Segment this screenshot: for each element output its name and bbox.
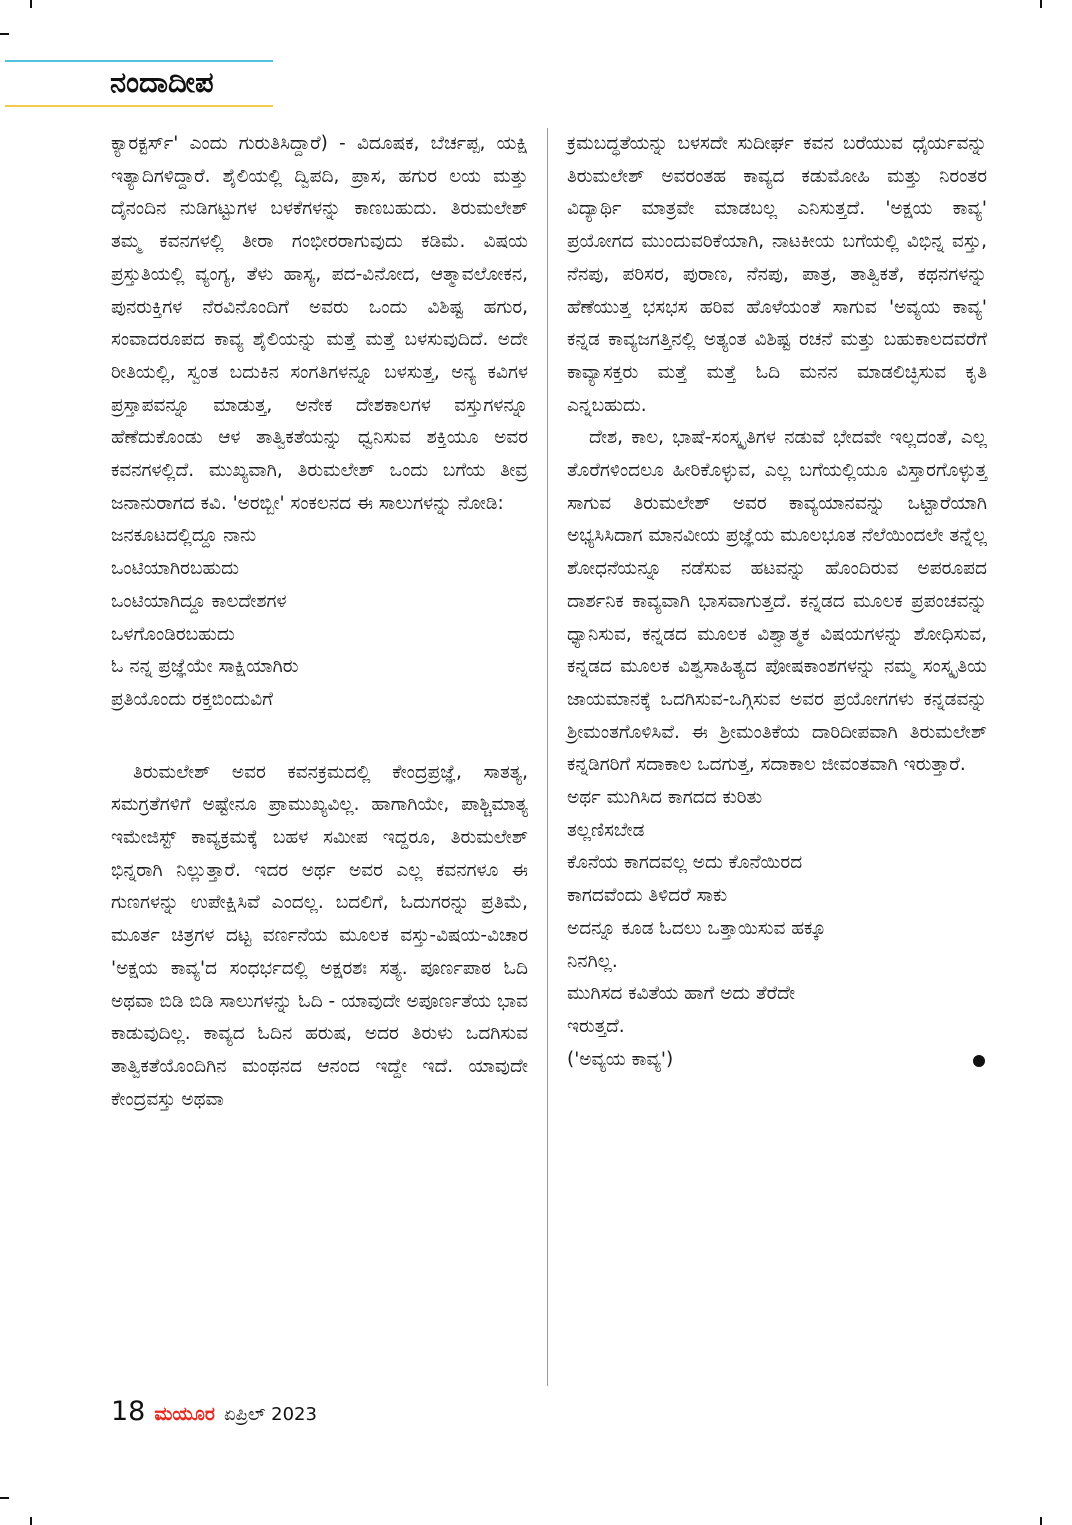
- poem-line: ಕೊನೆಯ ಕಾಗದವಲ್ಲ ಅದು ಕೊನೆಯಿರದ: [567, 852, 803, 874]
- poem-line: ಓ ನನ್ನ ಪ್ರಜ್ಞೆಯೇ ಸಾಕ್ಷಿಯಾಗಿರು: [111, 656, 299, 678]
- crop-mark: [1040, 1517, 1042, 1525]
- poem-line: ಇರುತ್ತದೆ.: [567, 1015, 625, 1037]
- poem-line: ನಿನಗಿಲ್ಲ.: [567, 950, 618, 972]
- article-paragraph: ಕ್ರಮಬದ್ಧತೆಯನ್ನು ಬಳಸದೇ ಸುದೀರ್ಘ ಕವನ ಬರೆಯುವ ಧೈರ್ಯವನ್ನು ತಿರುಮಲೇಶ್ ಅವರಂತಹ ಕಾವ್ಯದ ಕಡುಮೋಹಿ ಮತ್ತು ನಿರಂತರ ವಿದ್ಯಾರ್ಥಿ ಮಾತ್ರವೇ ಮಾಡಬಲ್ಲ ಎನಿಸುತ್ತದೆ. 'ಅಕ್ಷಯ ಕಾವ್ಯ' ಪ್ರಯೋಗದ ಮುಂದುವರಿಕೆಯಾಗಿ, ನಾಟಕೀಯ ಬಗೆಯಲ್ಲಿ ವಿಭಿನ್ನ ವಸ್ತು, ನೆನಪು, ಪರಿಸರ, ಪುರಾಣ, ನೆನಪು, ಪಾತ್ರ, ತಾತ್ವಿಕತೆ, ಕಥನಗಳನ್ನು ಹೆಣೆಯುತ್ತ ಭಸಭಸ ಹರಿವ ಹೊಳೆಯಂತೆ ಸಾಗುವ 'ಅವ್ಯಯ ಕಾವ್ಯ' ಕನ್ನಡ ಕಾವ್ಯಜಗತ್ತಿನಲ್ಲಿ ಅತ್ಯಂತ ವಿಶಿಷ್ಟ ರಚನೆ ಮತ್ತು ಬಹುಕಾಲದವರೆಗೆ ಕಾವ್ಯಾಸಕ್ತರು ಮತ್ತೆ ಮತ್ತೆ ಓದಿ ಮನನ ಮಾಡಲಿಚ್ಛಿಸುವ ಕೃತಿ ಎನ್ನಬಹುದು.: [567, 133, 987, 416]
- poem-line: ಅರ್ಥ ಮುಗಿಸಿದ ಕಾಗದದ ಕುರಿತು: [567, 787, 763, 809]
- paragraph-gap: [111, 717, 528, 757]
- poem-excerpt: [567, 782, 987, 1044]
- section-title: ನಂದಾದೀಪ: [110, 65, 214, 99]
- crop-mark: [30, 1517, 32, 1525]
- magazine-logo: ಮಯೂರ: [154, 1403, 215, 1425]
- poem-line: ಅದನ್ನೂ ಕೂಡ ಓದಲು ಒತ್ತಾಯಿಸುವ ಹಕ್ಕೂ: [567, 917, 826, 939]
- poem-line: ಪ್ರತಿಯೊಂದು ರಕ್ತಬಿಂದುವಿಗೆ: [111, 688, 273, 710]
- header-line-bottom: [5, 105, 273, 107]
- poem-source-row: [567, 1044, 987, 1077]
- column-left: [111, 128, 528, 1116]
- column-right: [567, 128, 987, 1076]
- poem-line: ಒಳಗೊಂಡಿರಬಹುದು: [111, 623, 235, 645]
- column-divider: [547, 128, 548, 1386]
- poem-line: ಮುಗಿಸದ ಕವಿತೆಯ ಹಾಗೆ ಅದು ತೆರೆದೇ: [567, 983, 796, 1005]
- article-paragraph: ಕ್ಯಾರಕ್ಟರ್ಸ್' ಎಂದು ಗುರುತಿಸಿದ್ದಾರೆ) - ವಿದೂಷಕ, ಬೆರ್ಚಪ್ಪ, ಯಕ್ಷಿ ಇತ್ಯಾದಿಗಳಿದ್ದಾರೆ. ಶೈಲಿಯಲ್ಲಿ ದ್ವಿಪದಿ, ಪ್ರಾಸ, ಹಗುರ ಲಯ ಮತ್ತು ದೈನಂದಿನ ನುಡಿಗಟ್ಟುಗಳ ಬಳಕೆಗಳನ್ನು ಕಾಣಬಹುದು. ತಿರುಮಲೇಶ್ ತಮ್ಮ ಕವನಗಳಲ್ಲಿ ತೀರಾ ಗಂಭೀರರಾಗುವುದು ಕಡಿಮೆ. ವಿಷಯ ಪ್ರಸ್ತುತಿಯಲ್ಲಿ ವ್ಯಂಗ್ಯ, ತೆಳು ಹಾಸ್ಯ, ಪದ-ವಿನೋದ, ಆತ್ಮಾವಲೋಕನ, ಪುನರುಕ್ತಿಗಳ ನೆರವಿನೊಂದಿಗೆ ಅವರು ಒಂದು ವಿಶಿಷ್ಟ ಹಗುರ, ಸಂವಾದರೂಪದ ಕಾವ್ಯ ಶೈಲಿಯನ್ನು ಮತ್ತೆ ಮತ್ತೆ ಬಳಸುವುದಿದೆ. ಅದೇ ರೀತಿಯಲ್ಲಿ, ಸ್ವಂತ ಬದುಕಿನ ಸಂಗತಿಗಳನ್ನೂ ಬಳಸುತ್ತ, ಅನ್ಯ ಕವಿಗಳ ಪ್ರಸ್ತಾಪವನ್ನೂ ಮಾಡುತ್ತ, ಅನೇಕ ದೇಶಕಾಲಗಳ ವಸ್ತುಗಳನ್ನೂ ಹೆಣೆದುಕೊಂಡು ಆಳ ತಾತ್ವಿಕತೆಯನ್ನು ಧ್ವನಿಸುವ ಶಕ್ತಿಯೂ ಅವರ ಕವನಗಳಲ್ಲಿದೆ. ಮುಖ್ಯವಾಗಿ, ತಿರುಮಲೇಶ್ ಒಂದು ಬಗೆಯ ತೀವ್ರ ಜನಾನುರಾಗದ ಕವಿ. 'ಅರಬ್ಬೀ' ಸಂಕಲನದ ಈ ಸಾಲುಗಳನ್ನು ನೋಡಿ:: [111, 133, 528, 514]
- poem-line: ಒಂಟಿಯಾಗಿದ್ದೂ ಕಾಲದೇಶಗಳ: [111, 590, 287, 612]
- poem-source: ('ಅವ್ಯಯ ಕಾವ್ಯ'): [567, 1048, 674, 1070]
- crop-mark: [0, 33, 9, 35]
- poem-excerpt: [111, 520, 528, 716]
- poem-line: ತಲ್ಲಣಿಸಬೇಡ: [567, 819, 645, 841]
- article-paragraph: ತಿರುಮಲೇಶ್ ಅವರ ಕವನಕ್ರಮದಲ್ಲಿ ಕೇಂದ್ರಪ್ರಜ್ಞೆ, ಸಾತತ್ಯ, ಸಮಗ್ರತೆಗಳಿಗೆ ಅಷ್ಟೇನೂ ಪ್ರಾಮುಖ್ಯವಿಲ್ಲ. ಹಾಗಾಗಿಯೇ, ಪಾಶ್ಚಿಮಾತ್ಯ ಇಮೇಜಿಸ್ಟ್ ಕಾವ್ಯಕ್ರಮಕ್ಕೆ ಬಹಳ ಸಮೀಪ ಇದ್ದರೂ, ತಿರುಮಲೇಶ್ ಭಿನ್ನರಾಗಿ ನಿಲ್ಲುತ್ತಾರೆ. ಇದರ ಅರ್ಥ ಅವರ ಎಲ್ಲ ಕವನಗಳೂ ಈ ಗುಣಗಳನ್ನು ಉಪೇಕ್ಷಿಸಿವೆ ಎಂದಲ್ಲ. ಬದಲಿಗೆ, ಓದುಗರನ್ನು ಪ್ರತಿಮೆ, ಮೂರ್ತ ಚಿತ್ರಗಳ ದಟ್ಟ ವರ್ಣನೆಯ ಮೂಲಕ ವಸ್ತು-ವಿಷಯ-ವಿಚಾರ 'ಅಕ್ಷಯ ಕಾವ್ಯ'ದ ಸಂಧರ್ಭದಲ್ಲಿ ಅಕ್ಷರಶಃ ಸತ್ಯ. ಪೂರ್ಣಪಾಠ ಓದಿ ಅಥವಾ ಬಿಡಿ ಬಿಡಿ ಸಾಲುಗಳನ್ನು ಓದಿ - ಯಾವುದೇ ಅಪೂರ್ಣತೆಯ ಭಾವ ಕಾಡುವುದಿಲ್ಲ. ಕಾವ್ಯದ ಓದಿನ ಹರುಷ, ಅದರ ತಿರುಳು ಒದಗಿಸುವ ತಾತ್ವಿಕತೆಯೊಂದಿಗಿನ ಮಂಥನದ ಆನಂದ ಇದ್ದೇ ಇದೆ. ಯಾವುದೇ ಕೇಂದ್ರವಸ್ತು ಅಥವಾ: [111, 761, 528, 1110]
- end-of-article-bullet-icon: [973, 1055, 985, 1067]
- issue-date: ಏಪ್ರಿಲ್ 2023: [223, 1404, 317, 1425]
- poem-line: ಒಂಟಿಯಾಗಿರಬಹುದು: [111, 558, 240, 580]
- crop-mark: [1040, 0, 1042, 8]
- article-paragraph: ದೇಶ, ಕಾಲ, ಭಾಷೆ-ಸಂಸ್ಕೃತಿಗಳ ನಡುವೆ ಭೇದವೇ ಇಲ್ಲದಂತೆ, ಎಲ್ಲ ತೊರೆಗಳಿಂದಲೂ ಹೀರಿಕೊಳ್ಳುವ, ಎಲ್ಲ ಬಗೆಯಲ್ಲಿಯೂ ವಿಸ್ತಾರಗೊಳ್ಳುತ್ತ ಸಾಗುವ ತಿರುಮಲೇಶ್ ಅವರ ಕಾವ್ಯಯಾನವನ್ನು ಒಟ್ಟಾರೆಯಾಗಿ ಅಭ್ಯಸಿಸಿದಾಗ ಮಾನವೀಯ ಪ್ರಜ್ಞೆಯ ಮೂಲಭೂತ ನೆಲೆಯಿಂದಲೇ ತನ್ನೆಲ್ಲ ಶೋಧನೆಯನ್ನೂ ನಡೆಸುವ ಹಟವನ್ನು ಹೊಂದಿರುವ ಅಪರೂಪದ ದಾರ್ಶನಿಕ ಕಾವ್ಯವಾಗಿ ಭಾಸವಾಗುತ್ತದೆ. ಕನ್ನಡದ ಮೂಲಕ ಪ್ರಪಂಚವನ್ನು ಧ್ಯಾನಿಸುವ, ಕನ್ನಡದ ಮೂಲಕ ವಿಶ್ವಾತ್ಮಕ ವಿಷಯಗಳನ್ನು ಶೋಧಿಸುವ, ಕನ್ನಡದ ಮೂಲಕ ವಿಶ್ವಸಾಹಿತ್ಯದ ಪೋಷಕಾಂಶಗಳನ್ನು ನಮ್ಮ ಸಂಸ್ಕೃತಿಯ ಜಾಯಮಾನಕ್ಕೆ ಒದಗಿಸುವ-ಒಗ್ಗಿಸುವ ಅವರ ಪ್ರಯೋಗಗಳು ಕನ್ನಡವನ್ನು ಶ್ರೀಮಂತಗೊಳಿಸಿವೆ. ಈ ಶ್ರೀಮಂತಿಕೆಯ ದಾರಿದೀಪವಾಗಿ ತಿರುಮಲೇಶ್ ಕನ್ನಡಿಗರಿಗೆ ಸದಾಕಾಲ ಒದಗುತ್ತ, ಸದಾಕಾಲ ಜೀವಂತವಾಗಿ ಇರುತ್ತಾರೆ.: [567, 427, 987, 776]
- poem-line: ಜನಕೂಟದಲ್ಲಿದ್ದೂ ನಾನು: [111, 525, 257, 547]
- crop-mark: [30, 0, 32, 8]
- page-footer: [111, 1396, 317, 1430]
- page-number: 18: [111, 1396, 146, 1427]
- crop-mark: [0, 1497, 9, 1499]
- poem-line: ಕಾಗದವೆಂದು ತಿಳಿದರೆ ಸಾಕು: [567, 885, 728, 907]
